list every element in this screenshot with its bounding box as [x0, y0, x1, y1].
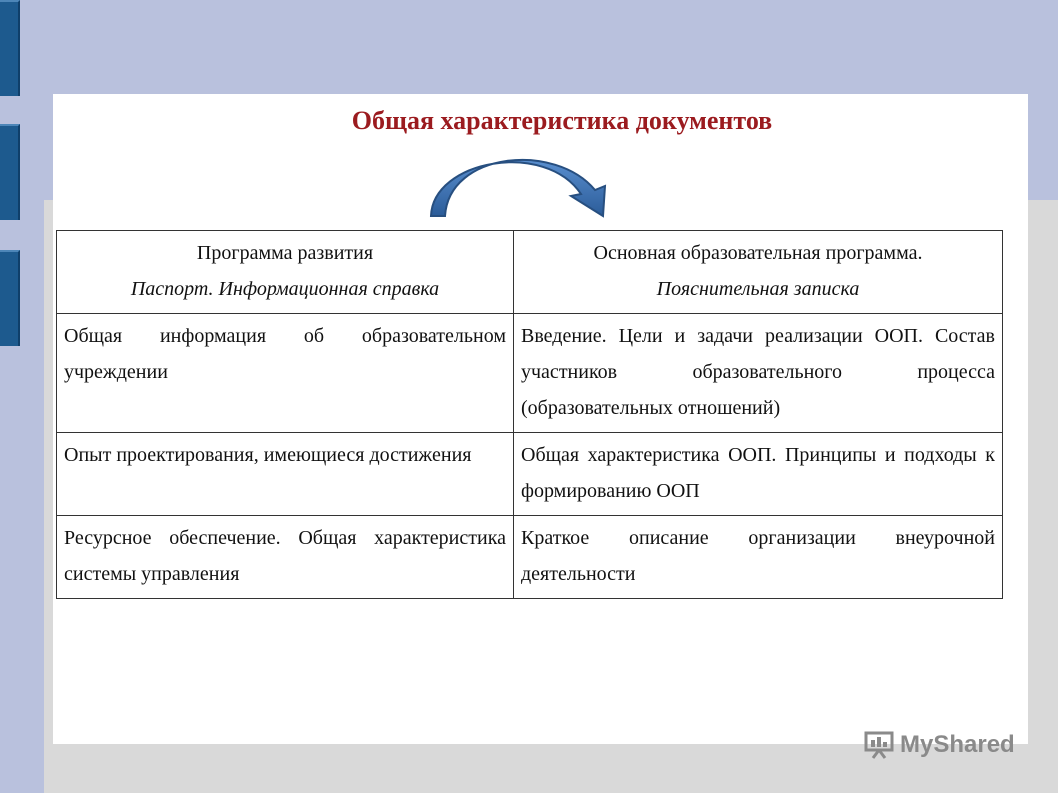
watermark [864, 731, 1015, 759]
table-cell: Краткое описание организации внеурочной деятельности [514, 516, 1003, 599]
table-row [57, 433, 1003, 516]
header-left-subtitle: Паспорт. Информационная справка [130, 278, 440, 300]
table-cell: Опыт проектирования, имеющиеся достижения [57, 433, 514, 516]
table-cell: Общая информация об образовательном учреждении [57, 314, 514, 433]
table-cell: Введение. Цели и задачи реализации ООП. Состав участников образовательного процесса (образовательных отношений) [514, 314, 1003, 433]
header-cell-development-program [57, 231, 514, 314]
table-cell: Общая характеристика ООП. Принципы и подходы к формированию ООП [514, 433, 1003, 516]
curved-arrow-icon [425, 150, 610, 220]
side-tab [0, 250, 20, 346]
table-cell: Ресурсное обеспечение. Общая характеристика системы управления [57, 516, 514, 599]
side-tab [0, 124, 20, 220]
table-header-row [57, 231, 1003, 314]
side-tab [0, 0, 20, 96]
header-cell-main-program [514, 231, 1003, 314]
header-right-title: Основная образовательная программа. [593, 242, 923, 264]
presentation-icon [864, 731, 894, 759]
watermark-text: MyShared [900, 731, 1015, 758]
table-row [57, 516, 1003, 599]
header-right-subtitle: Пояснительная записка [656, 278, 860, 300]
documents-table [56, 230, 1003, 599]
table-row [57, 314, 1003, 433]
header-left-title: Программа развития [196, 242, 374, 264]
slide-title: Общая характеристика документов [351, 106, 773, 135]
